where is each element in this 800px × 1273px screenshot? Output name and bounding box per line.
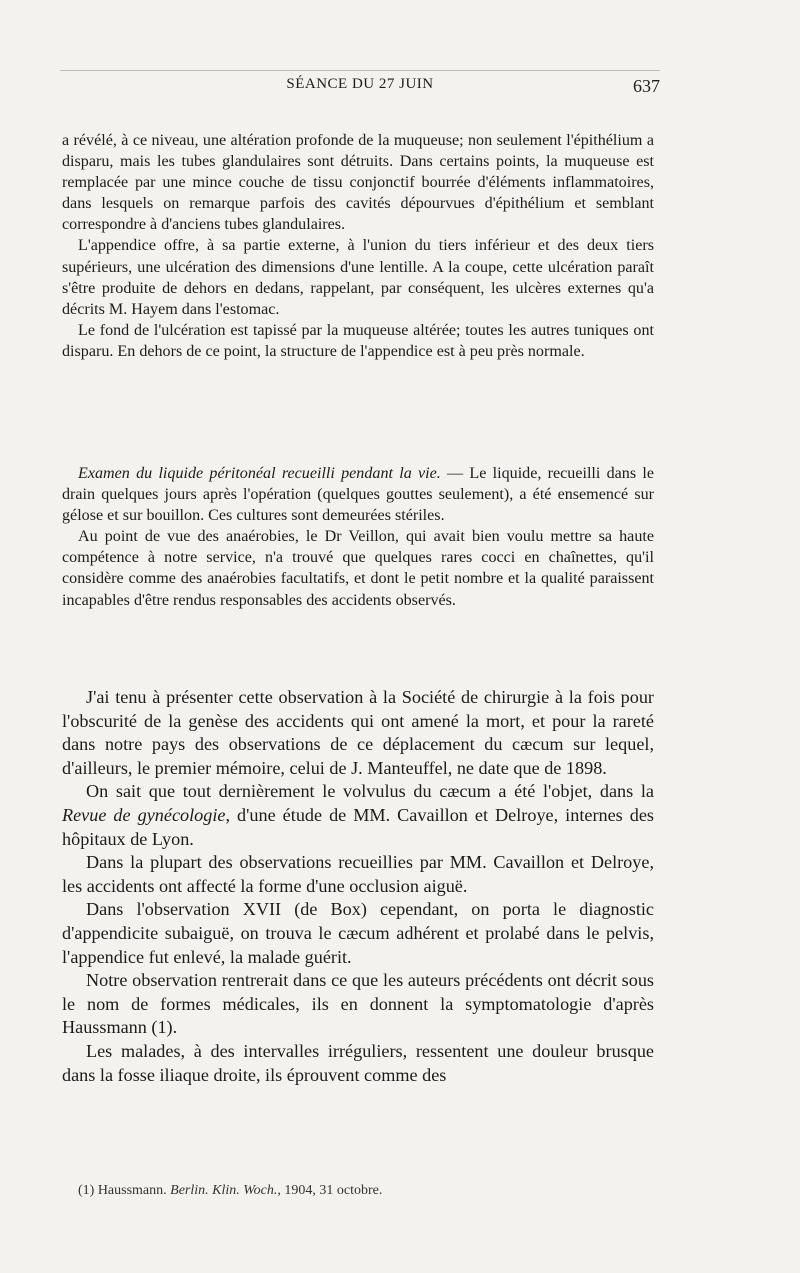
footnote-text: , 1904, 31 octobre. — [277, 1183, 383, 1198]
text-run: On sait que tout dernièrement le volvulus du cæcum a été l'objet, dans la — [86, 781, 654, 802]
footnote — [78, 1183, 382, 1199]
histology-section — [62, 130, 654, 362]
paragraph: Dans la plupart des observations recueillies par MM. Cavaillon et Delroye, les accidents ont affecté la forme d'une occlusion aiguë. — [62, 852, 654, 896]
page-header — [60, 76, 660, 106]
paragraph: Le fond de l'ulcération est tapissé par la muqueuse altérée; toutes les autres tuniques ont disparu. En dehors de ce point, la structure de l'appendice est à peu près normale. — [62, 321, 654, 360]
discussion-section — [62, 686, 654, 1087]
paragraph — [62, 780, 654, 851]
page-number: 637 — [633, 76, 660, 96]
paragraph: Dans l'observation XVII (de Box) cependant, on porta le diagnostic d'appendicite subaiguë, on trouva le cæcum adhérent et prolabé dans le pelvis, l'appendice fut enlevé, la malade guérit. — [62, 899, 654, 967]
paragraph: a révélé, à ce niveau, une altération profonde de la muqueuse; non seulement l'épithélium a disparu, mais les tubes glandulaires sont détruits. Dans certains points, la muqueuse est remplacée par une mince couche de tissu conjonctif bourrée d'éléments inflammatoires, dans lesquels on remarque parfois des cavités dépourvues d'épithélium et semblant correspondre à d'anciens tubes glandulaires. — [62, 132, 654, 234]
paragraph: L'appendice offre, à sa partie externe, à l'union du tiers inférieur et des deux tiers supérieurs, une ulcération des dimensions d'une lentille. A la coupe, cette ulcération paraît s'être produite de dehors en dedans, rappelant, par conséquent, les ulcères externes qu'a décrits M. Hayem dans l'estomac. — [62, 237, 654, 318]
paragraph: Notre observation rentrerait dans ce que les auteurs précédents ont décrit sous le nom de formes médicales, ils en donnent la symptomatologie d'après Haussmann (1). — [62, 970, 654, 1038]
footnote-text: (1) Haussmann. — [78, 1183, 171, 1198]
running-head: SÉANCE DU 27 JUIN — [286, 76, 434, 92]
paragraph — [62, 463, 654, 526]
peritoneal-fluid-section — [62, 463, 654, 611]
text-run: — Le liquide, recueilli dans le drain quelques jours après l'opération (quelques gouttes seulement), a été ensemencé sur gélose et sur bouillon. Ces cultures sont demeurées stériles. — [62, 465, 654, 525]
paragraph: Au point de vue des anaérobies, le Dr Veillon, qui avait bien voulu mettre sa haute compétence à notre service, n'a trouvé que quelques rares cocci en chaînettes, qu'il considère comme des anaérobies facultatifs, et dont le petit nombre et la qualité paraissent incapables d'être rendus responsables des accidents observés. — [62, 528, 654, 609]
paragraph: Les malades, à des intervalles irréguliers, ressentent une douleur brusque dans la fosse iliaque droite, ils éprouvent comme des — [62, 1040, 654, 1085]
footnote-journal: Berlin. Klin. Woch. — [170, 1183, 278, 1198]
header-rule — [60, 70, 660, 71]
paragraph: J'ai tenu à présenter cette observation à la Société de chirurgie à la fois pour l'obscurité de la genèse des accidents qui ont amené la mort, et pour la rareté dans notre pays des observations de ce déplacement du cæcum sur lequel, d'ailleurs, le premier mémoire, celui de J. Manteuffel, ne date que de 1898. — [62, 687, 654, 778]
section-heading: Examen du liquide péritonéal recueilli pendant la vie. — [78, 465, 441, 482]
journal-title: Revue de gynécologie — [62, 804, 226, 825]
text-run: , d'une étude de MM. Cavaillon et Delroye, internes des hôpitaux de Lyon. — [62, 804, 655, 849]
